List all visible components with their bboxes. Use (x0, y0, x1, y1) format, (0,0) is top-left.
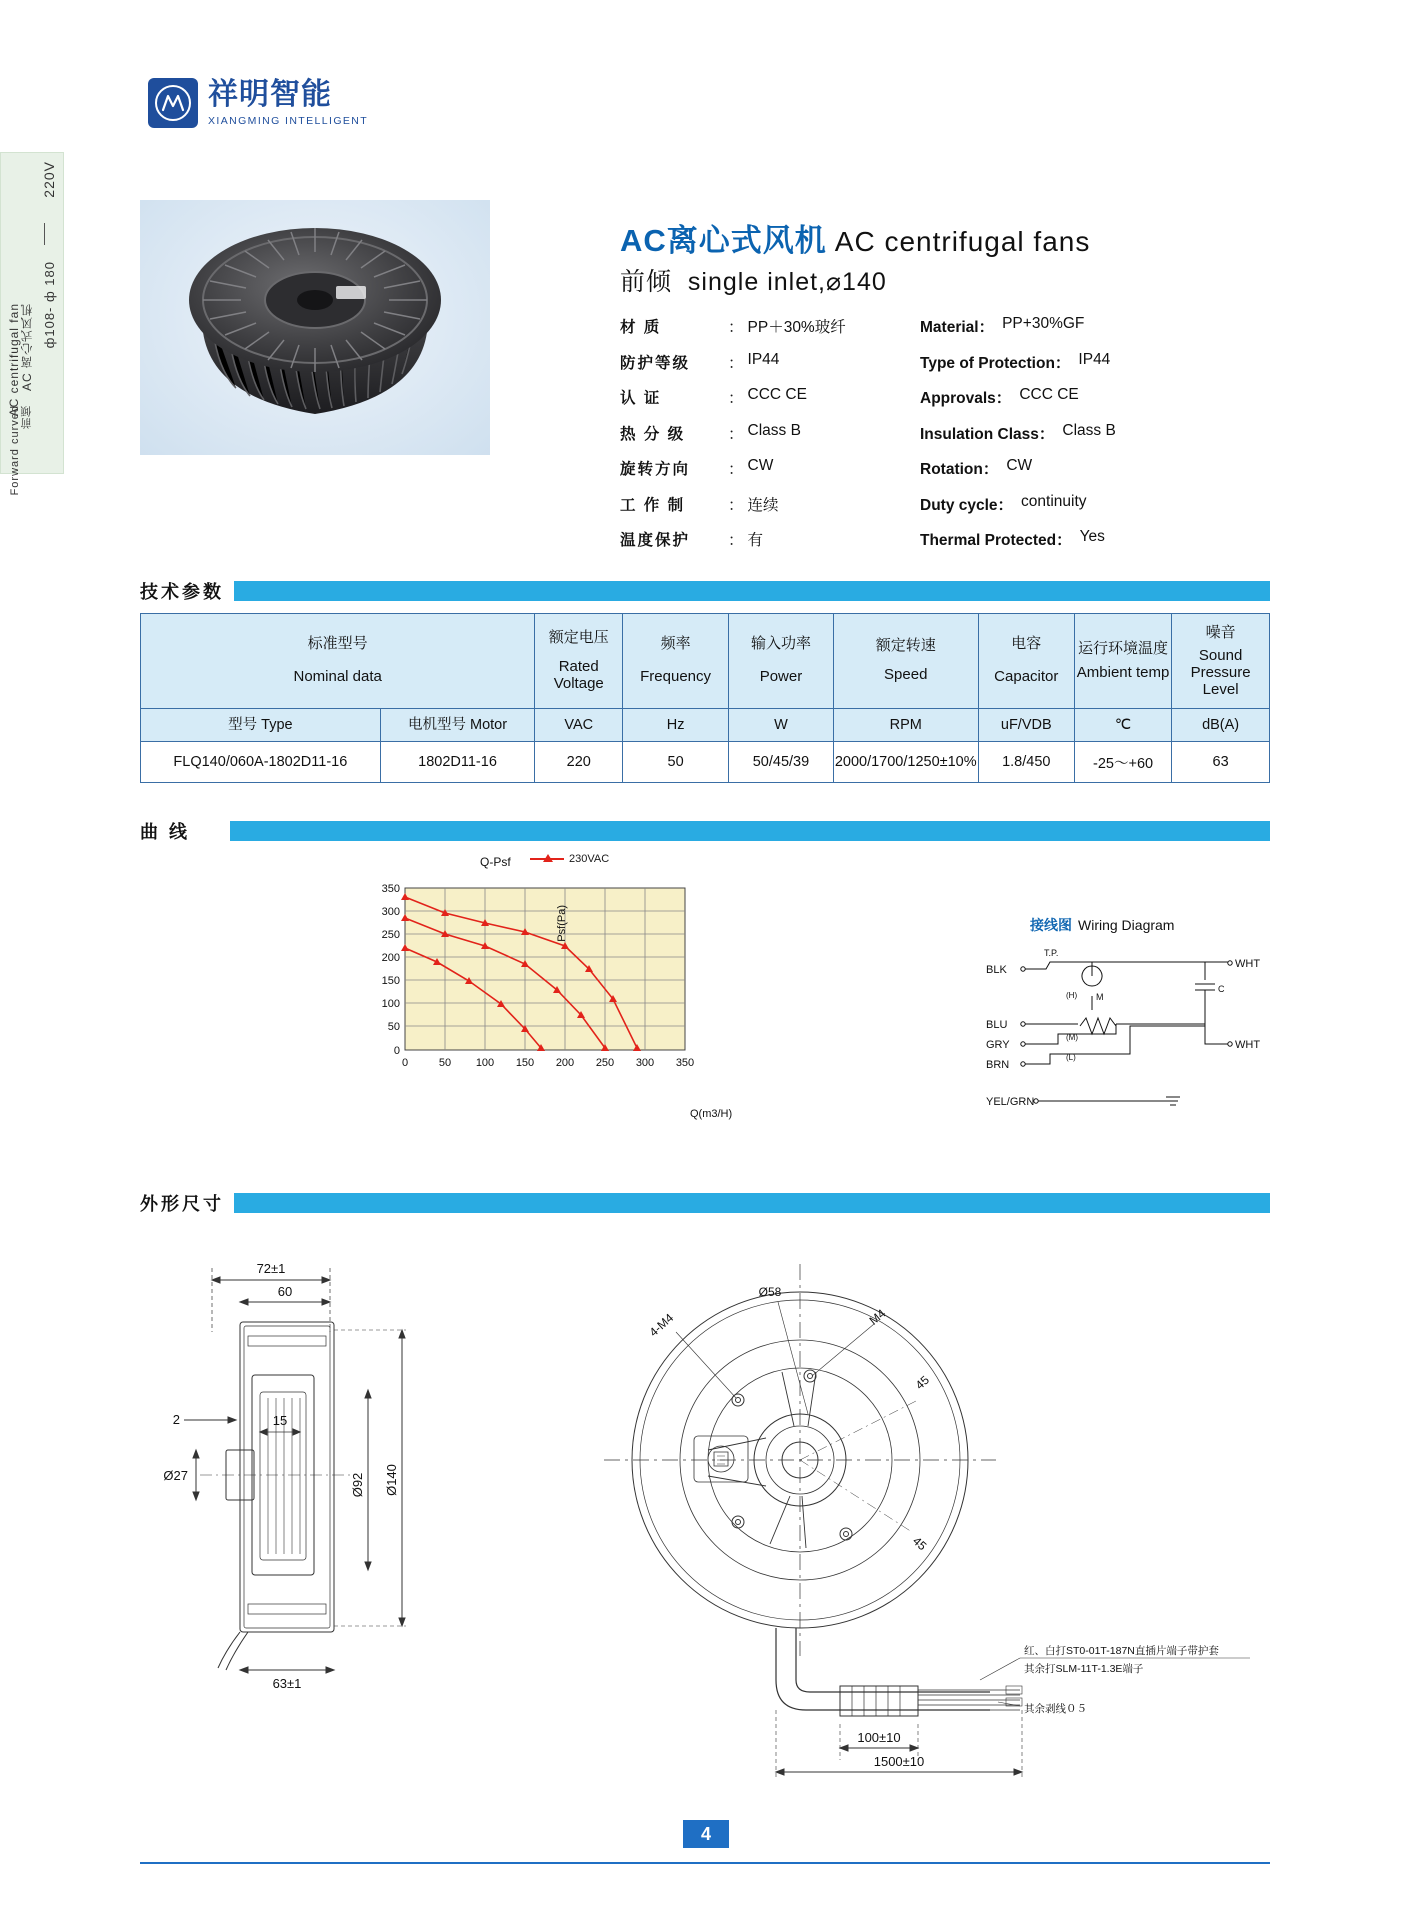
table-subheader-cell: W (729, 709, 834, 742)
svg-text:1500±10: 1500±10 (873, 1754, 925, 1769)
spec-cn-value: 有 (747, 532, 764, 549)
product-title-cn: AC离心式风机 (620, 223, 827, 258)
svg-text:(M): (M) (1066, 1033, 1078, 1042)
wiring-title (1030, 915, 1174, 935)
spec-en-value: PP+30%GF (1002, 315, 1085, 332)
svg-text:0: 0 (401, 1057, 409, 1069)
cell-frequency: 50 (623, 742, 729, 783)
svg-text:100: 100 (381, 998, 400, 1010)
section-bar (230, 581, 1270, 601)
side-tab-divider (44, 223, 45, 245)
spec-row: 防护等级 ： IP44 Type of Protection： IP44 (620, 350, 1111, 372)
spec-en-label: Insulation Class： (920, 425, 1055, 443)
svg-text:63±1: 63±1 (272, 1676, 302, 1691)
svg-text:(H): (H) (1066, 991, 1078, 1000)
table-header-cell (729, 614, 834, 709)
table-header-cell (833, 614, 978, 709)
legend-label: 230VAC (569, 853, 610, 865)
svg-text:Ø27: Ø27 (163, 1468, 188, 1483)
spec-cn-label: 旋转方向 (620, 461, 691, 478)
spec-row: 热 分 级 ： Class B Insulation Class： Class B (620, 421, 1116, 443)
header-en: Capacitor (994, 668, 1059, 685)
cell-motor: 1802D11-16 (380, 742, 535, 783)
side-tab-cn2: 前倾 (21, 405, 33, 429)
chart-x-axis-label: Q(m3/H) (690, 1108, 733, 1120)
svg-text:72±1: 72±1 (256, 1261, 286, 1276)
svg-text:M: M (1096, 992, 1104, 1002)
table-subheader-cell: Hz (623, 709, 729, 742)
section-title-dimension: 外形尺寸 (140, 1190, 234, 1216)
footer-divider (140, 1862, 1270, 1864)
table-subheader-cell: 型号 Type (141, 709, 381, 742)
spec-table (140, 613, 1270, 783)
table-subheader-cell: uF/VDB (978, 709, 1074, 742)
svg-text:300: 300 (635, 1057, 655, 1069)
svg-text:350: 350 (675, 1057, 695, 1069)
header-en: Ambient temp (1076, 664, 1170, 682)
spec-row: 旋转方向 ： CW Rotation： CW (620, 457, 1033, 478)
svg-text:Ø92: Ø92 (350, 1472, 365, 1498)
logo-mark-icon (148, 78, 198, 128)
svg-text:150: 150 (515, 1057, 535, 1069)
side-tab (0, 152, 64, 496)
svg-text:其余打SLM-11T-1.3E端子: 其余打SLM-11T-1.3E端子 (1024, 1663, 1144, 1675)
spec-en-label: Type of Protection： (920, 354, 1071, 372)
product-title-en: AC centrifugal fans (834, 226, 1091, 257)
table-header-cell (141, 614, 535, 709)
spec-cn-label: 认 证 (620, 390, 662, 407)
svg-text:60: 60 (277, 1284, 293, 1299)
dimension-drawings (140, 1240, 1270, 1800)
table-subheader-cell: dB(A) (1172, 709, 1270, 742)
svg-text:250: 250 (595, 1057, 615, 1069)
table-subheader-cell: VAC (535, 709, 623, 742)
header-cn: 电容 (1011, 635, 1042, 653)
svg-text:300: 300 (381, 906, 400, 918)
svg-text:100±10: 100±10 (857, 1730, 901, 1745)
cell-capacitor: 1.8/450 (978, 742, 1074, 783)
spec-row: 工 作 制 ： 连续 Duty cycle： continuity (620, 492, 1087, 514)
svg-text:100: 100 (475, 1057, 495, 1069)
svg-text:Ø58: Ø58 (758, 1285, 782, 1299)
header-cn: 额定转速 (875, 637, 936, 655)
wiring-title-cn: 接线图 (1030, 917, 1072, 933)
svg-text:350: 350 (381, 883, 400, 895)
product-subtitle-en: single inlet,⌀140 (687, 268, 887, 296)
table-header-cell (623, 614, 729, 709)
header-cn: 输入功率 (750, 635, 811, 653)
section-curve (140, 818, 1270, 844)
side-tab-en2: Forward curved (9, 405, 21, 496)
header-cn: 运行环境温度 (1078, 639, 1169, 657)
svg-text:GRY: GRY (986, 1039, 1010, 1051)
cell-noise: 63 (1172, 742, 1270, 783)
spec-cn-value: CCC CE (747, 386, 807, 403)
svg-text:YEL/GRN: YEL/GRN (986, 1096, 1035, 1108)
spec-cn-value: PP＋30%玻纤 (747, 319, 846, 336)
svg-text:C: C (1218, 984, 1225, 994)
table-header-cell (978, 614, 1074, 709)
svg-text:250: 250 (381, 929, 400, 941)
spec-en-value: Class B (1062, 421, 1116, 439)
spec-cn-value: IP44 (747, 350, 780, 368)
header-en: Power (759, 668, 803, 685)
svg-text:Ø140: Ø140 (384, 1464, 399, 1496)
chart-y-axis-label: Psf(Pa) (556, 905, 568, 942)
header-en: Nominal data (293, 668, 382, 685)
header-en: Speed (884, 666, 928, 683)
spec-en-value: IP44 (1078, 350, 1111, 368)
page-number: 4 (683, 1820, 729, 1848)
cell-power: 50/45/39 (729, 742, 834, 783)
table-subheader-cell: ℃ (1074, 709, 1171, 742)
svg-text:BRN: BRN (986, 1059, 1010, 1071)
spec-en-value: CW (1006, 457, 1033, 474)
svg-text:200: 200 (381, 952, 400, 964)
svg-text:其余剥线０５: 其余剥线０５ (1024, 1703, 1087, 1715)
section-bar (230, 821, 1270, 841)
spec-en-label: Rotation： (920, 461, 999, 478)
svg-text:50: 50 (438, 1057, 452, 1069)
spec-cn-label: 热 分 级 (620, 425, 686, 443)
logo-text-en: XIANGMING INTELLIGENT (208, 114, 369, 127)
table-subheader-row (141, 709, 1270, 742)
spec-en-label: Thermal Protected： (920, 532, 1072, 549)
spec-en-label: Material： (920, 319, 995, 336)
chart-legend (530, 853, 609, 865)
svg-text:0: 0 (393, 1045, 400, 1057)
spec-cn-label: 工 作 制 (620, 496, 686, 514)
table-header-cell (1172, 614, 1270, 709)
spec-en-value: continuity (1021, 492, 1087, 510)
wiring-diagram (980, 940, 1280, 1120)
logo-text-cn: 祥明智能 (208, 77, 332, 111)
svg-text:200: 200 (555, 1057, 575, 1069)
cell-voltage: 220 (535, 742, 623, 783)
svg-text:M4: M4 (866, 1306, 889, 1328)
svg-text:(L): (L) (1066, 1053, 1076, 1062)
svg-text:红、白打ST0-01T-187N直插片端子带护套: 红、白打ST0-01T-187N直插片端子带护套 (1024, 1645, 1219, 1657)
spec-cn-value: 连续 (747, 496, 779, 514)
cell-type: FLQ140/060A-1802D11-16 (141, 742, 381, 783)
svg-text:4-M4: 4-M4 (646, 1310, 677, 1340)
header-en: Frequency (640, 668, 712, 685)
header-cn: 频率 (660, 635, 691, 653)
cell-ambient-temp: -25～+60 (1074, 742, 1171, 783)
spec-en-value: Yes (1079, 528, 1105, 545)
spec-cn-label: 防护等级 (620, 354, 691, 372)
spec-en-value: CCC CE (1019, 386, 1079, 403)
legend-line-icon (530, 858, 564, 860)
cell-speed: 2000/1700/1250±10% (833, 742, 978, 783)
side-tab-diameter: ф108- ф 180 (42, 261, 57, 349)
product-photo (140, 200, 490, 455)
side-tab-cn1: AC 离心式风机 (20, 303, 34, 392)
side-tab-voltage: 220V (41, 161, 57, 198)
svg-text:T.P.: T.P. (1044, 948, 1059, 958)
header-en: Sound Pressure Level (1190, 646, 1251, 698)
svg-text:BLU: BLU (986, 1019, 1008, 1031)
spec-cn-label: 材 质 (620, 319, 662, 336)
spec-row: 材 质 ： PP＋30%玻纤 Material： PP+30%GF (620, 315, 1085, 336)
centrifugal-fan-illustration (140, 200, 490, 455)
section-title-curve: 曲 线 (140, 818, 200, 844)
spec-row: 温度保护 ： 有 Thermal Protected： Yes (620, 528, 1105, 549)
brand-logo (148, 78, 368, 128)
svg-text:45: 45 (912, 1372, 932, 1393)
svg-text:BLK: BLK (986, 964, 1007, 976)
section-tech (140, 578, 1270, 604)
table-row (141, 742, 1270, 783)
spec-en-label: Approvals： (920, 390, 1012, 407)
table-subheader-cell: RPM (833, 709, 978, 742)
svg-text:WHT: WHT (1235, 1039, 1261, 1051)
product-subtitle (620, 262, 887, 298)
header-en: Rated Voltage (553, 658, 604, 693)
spec-cn-value: CW (747, 457, 774, 474)
svg-text:150: 150 (381, 975, 400, 987)
svg-text:WHT: WHT (1235, 958, 1261, 970)
spec-en-label: Duty cycle： (920, 496, 1014, 514)
header-cn: 额定电压 (548, 629, 609, 647)
svg-text:45: 45 (909, 1533, 930, 1554)
product-subtitle-cn: 前倾 (620, 268, 673, 296)
product-title (620, 215, 1090, 260)
table-header-cell (1074, 614, 1171, 709)
section-title-tech: 技术参数 (140, 578, 234, 604)
svg-text:50: 50 (387, 1021, 400, 1033)
table-header-cell (535, 614, 623, 709)
table-subheader-cell: 电机型号 Motor (380, 709, 535, 742)
spec-list (620, 315, 1260, 564)
section-dimension (140, 1190, 1270, 1216)
header-cn: 标准型号 (307, 635, 368, 653)
svg-text:15: 15 (272, 1413, 288, 1428)
table-header-row (141, 614, 1270, 709)
spec-row: 认 证 ： CCC CE Approvals： CCC CE (620, 386, 1079, 407)
svg-text:2: 2 (172, 1412, 180, 1427)
spec-cn-value: Class B (747, 421, 801, 439)
side-tab-en1: AC centrifugal fan (7, 303, 21, 417)
spec-cn-label: 温度保护 (620, 532, 691, 549)
header-cn: 噪音 (1205, 623, 1236, 641)
chart-title: Q-Psf (480, 855, 511, 869)
wiring-title-en: Wiring Diagram (1078, 917, 1175, 933)
section-bar (230, 1193, 1270, 1213)
